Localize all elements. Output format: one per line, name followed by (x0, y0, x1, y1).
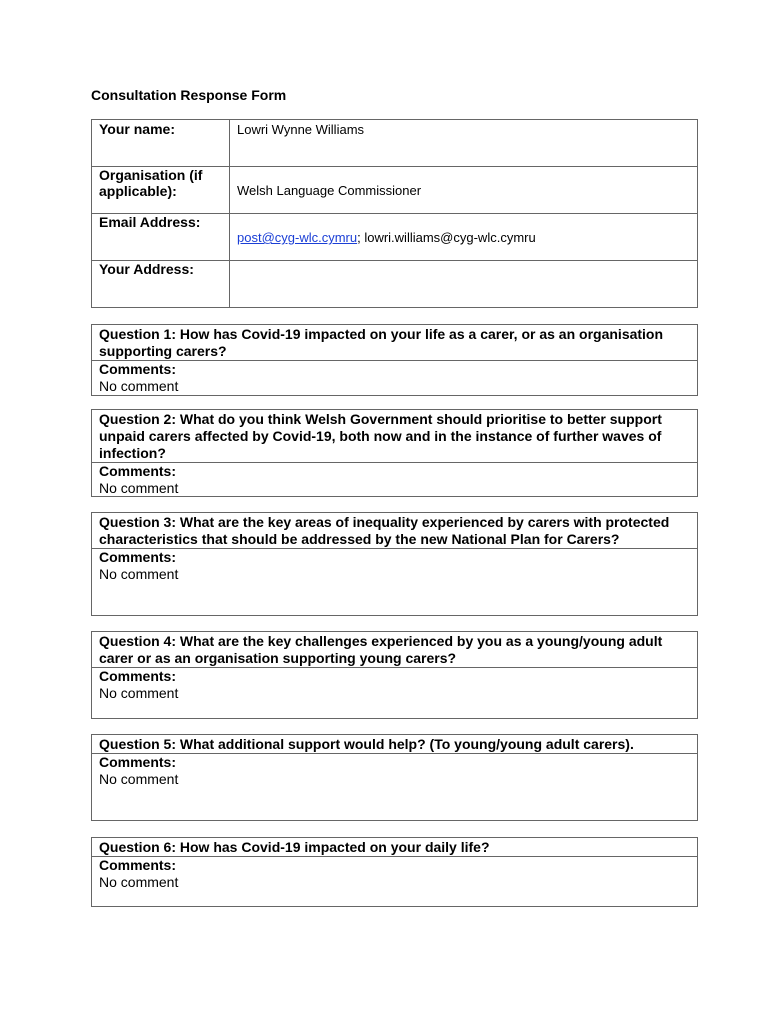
respondent-details-table (91, 119, 698, 308)
question-4-comments[interactable] (92, 668, 697, 702)
question-2-answer: No comment (99, 480, 179, 496)
question-5-answer: No comment (99, 771, 179, 787)
organisation-label-cell (92, 167, 230, 214)
question-4-text: Question 4: What are the key challenges experienced by you as a young/young adult carer or as an organisation supporting young carers? (92, 632, 697, 668)
address-label-cell (92, 261, 230, 308)
email-label: Email Address: (99, 214, 201, 230)
email-label-cell (92, 214, 230, 261)
organisation-value-cell[interactable] (230, 167, 698, 214)
name-value-cell[interactable] (230, 120, 698, 167)
question-2-text: Question 2: What do you think Welsh Government should prioritise to better support unpaid carers affected by Covid-19, both now and in the instance of further waves of infection? (92, 410, 697, 463)
question-1-comments[interactable] (92, 361, 697, 395)
comments-label: Comments: (99, 754, 177, 770)
question-2-comments[interactable] (92, 463, 697, 497)
email-rest: ; lowri.williams@cyg-wlc.cymru (357, 230, 536, 245)
question-1-text: Question 1: How has Covid-19 impacted on your life as a carer, or as an organisation supporting carers? (92, 325, 697, 361)
organisation-row (92, 167, 698, 214)
name-row (92, 120, 698, 167)
name-value: Lowri Wynne Williams (237, 122, 365, 137)
question-5-text: Question 5: What additional support would help? (To young/young adult carers). (92, 735, 697, 754)
comments-label: Comments: (99, 857, 177, 873)
question-1-answer: No comment (99, 378, 179, 394)
email-value-cell[interactable] (230, 214, 698, 261)
question-4-box (91, 631, 698, 719)
name-label-cell (92, 120, 230, 167)
question-4-answer: No comment (99, 685, 179, 701)
question-6-answer: No comment (99, 874, 179, 890)
question-5-box (91, 734, 698, 821)
form-title: Consultation Response Form (91, 87, 287, 103)
comments-label: Comments: (99, 668, 177, 684)
question-3-text: Question 3: What are the key areas of inequality experienced by carers with protected characteristics that should be addressed by the new National Plan for Carers? (92, 513, 697, 549)
question-3-box (91, 512, 698, 616)
question-6-text: Question 6: How has Covid-19 impacted on your daily life? (92, 838, 697, 857)
organisation-value: Welsh Language Commissioner (237, 183, 422, 198)
address-value-cell[interactable] (230, 261, 698, 308)
address-label: Your Address: (99, 261, 194, 277)
email-link[interactable]: post@cyg-wlc.cymru (237, 230, 358, 245)
name-label: Your name: (99, 121, 175, 137)
question-3-answer: No comment (99, 566, 179, 582)
question-2-box (91, 409, 698, 497)
question-5-comments[interactable] (92, 754, 697, 788)
comments-label: Comments: (99, 361, 177, 377)
email-row (92, 214, 698, 261)
question-1-box (91, 324, 698, 396)
address-row (92, 261, 698, 308)
organisation-label: Organisation (if applicable): (99, 167, 203, 199)
question-3-comments[interactable] (92, 549, 697, 583)
comments-label: Comments: (99, 549, 177, 565)
question-6-comments[interactable] (92, 857, 697, 891)
comments-label: Comments: (99, 463, 177, 479)
question-6-box (91, 837, 698, 907)
